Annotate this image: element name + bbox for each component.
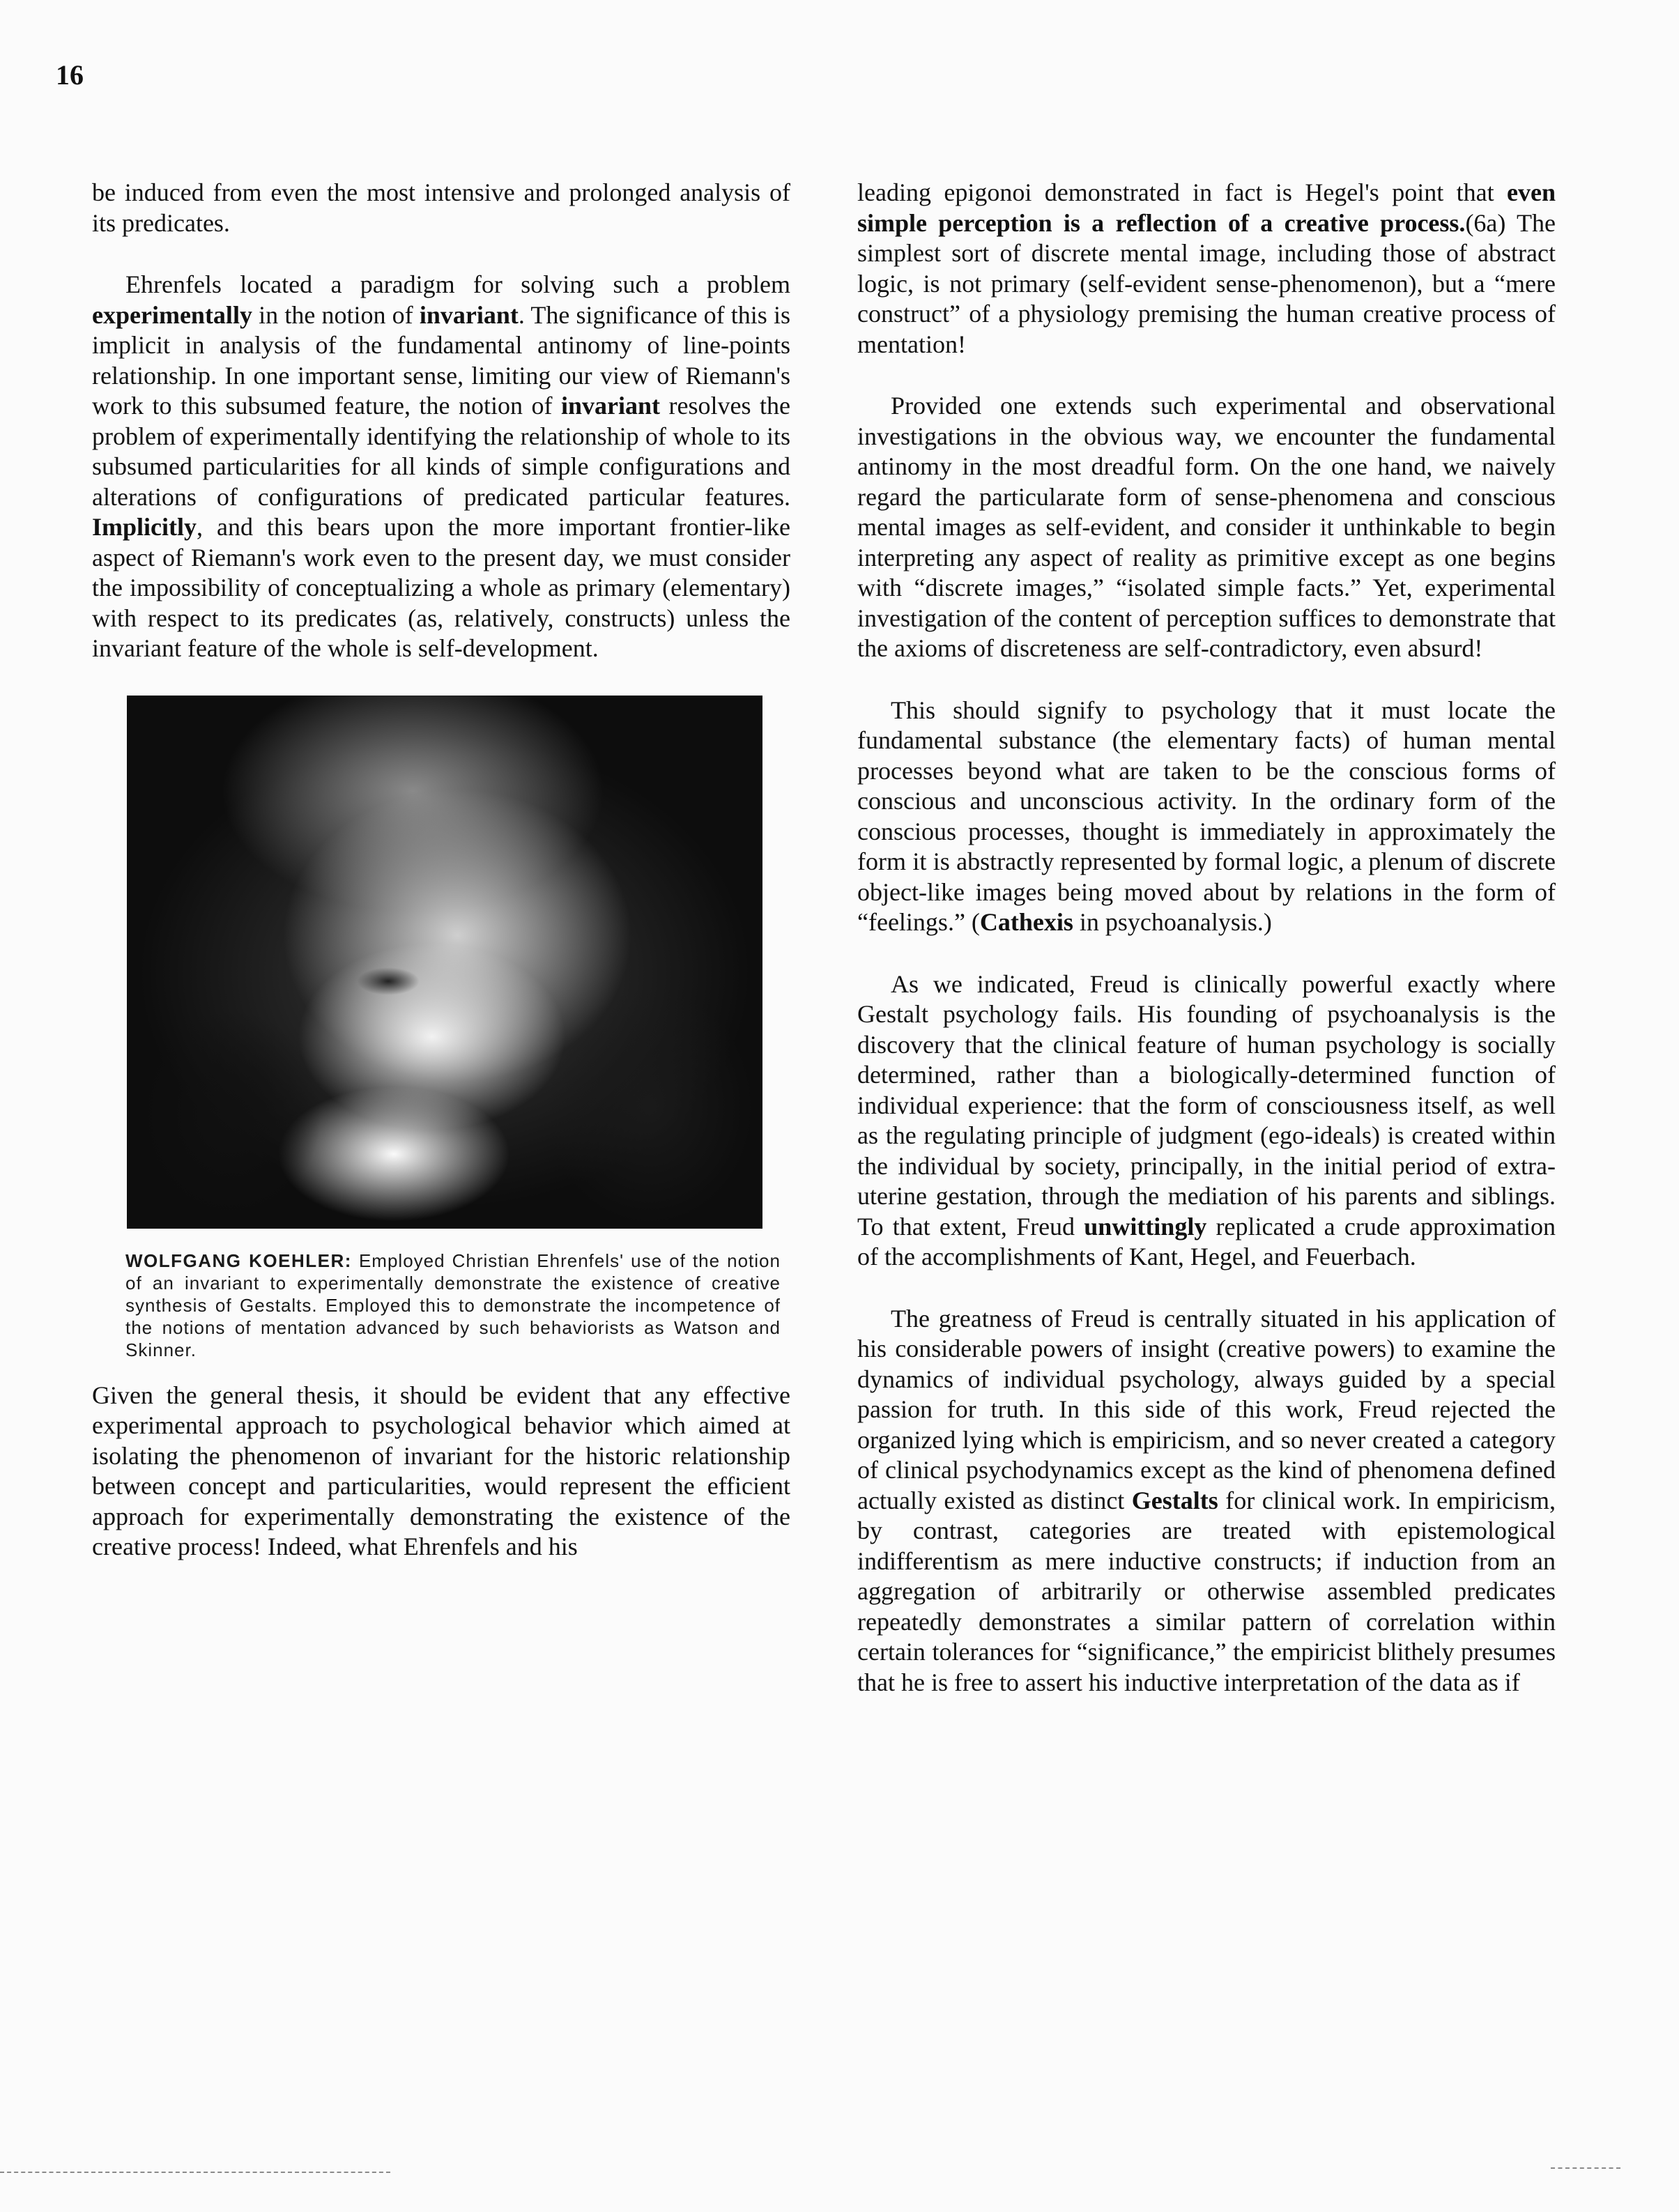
body-paragraph	[92, 270, 790, 664]
bold-text: Cathexis	[979, 908, 1073, 936]
right-column	[857, 178, 1556, 1729]
bold-text: Implicitly	[92, 513, 197, 541]
text-run: in the notion of	[252, 300, 420, 329]
text-run: for clinical work. In empiricism, by contrast, categories are treated with epistemological indifferentism as mere inductive constructs; if induction from an aggregation of arbitrarily or otherwise assembled predicates repeatedly demonstrates a similar pattern of correlation within certain tolerances for “significance,” the empiricist blithely presumes that he is free to assert his inductive interpretation of the data as if	[857, 1486, 1556, 1696]
caption-name: WOLFGANG KOEHLER:	[125, 1250, 352, 1271]
body-paragraph	[92, 1381, 790, 1562]
text-run: The greatness of Freud is centrally situated in his application of his considerable powers of insight (creative powers) to examine the dynamics of individual psychology, always guided by a special passion for truth. In this side of this work, Freud rejected the organized lying which is empiricism, and so never created a category of clinical psychodynamics except as the kind of phenomena defined actually existed as distinct	[857, 1304, 1556, 1514]
bold-text: invariant	[561, 392, 661, 420]
text-run: This should signify to psychology that it must locate the fundamental substance (the elementary facts) of human mental processes beyond what are taken to be the conscious forms of conscious and unconscious activity. In the ordinary form of the conscious processes, thought is immediately in approximately the form it is abstractly represented by formal logic, a plenum of discrete object-like images being moved about by relations in the form of “feelings.” (	[857, 696, 1556, 936]
text-run: Provided one extends such experimental and observational investigations in the obvious way, we encounter the fundamental antinomy in the most dreadful form. On the one hand, we naively regard the particularate form of sense-phenomena and conscious mental images as self-evident, and consider it unthinkable to begin interpreting any aspect of reality as primitive except as one begins with “discrete images,” “isolated simple facts.” Yet, experimental investigation of the content of perception suffices to demonstrate that the axioms of discreteness are self-contradictory, even absurd!	[857, 392, 1556, 662]
body-paragraph	[857, 391, 1556, 664]
body-paragraph	[857, 696, 1556, 938]
right-column-paragraphs	[857, 178, 1556, 1698]
left-column-paragraphs	[92, 178, 790, 664]
text-run: Ehrenfels located a paradigm for solving such a problem	[125, 270, 790, 298]
bold-text: even simple perception is a reflection of a creative process.	[857, 178, 1556, 237]
text-run: (6a) The simplest sort of discrete mental image, including those of abstract logic, is not primary (self-evident sense-phenomenon), but a “mere construct” of a physiology premising the human creative process of mentation!	[857, 208, 1556, 358]
caption-text: Employed Christian Ehrenfels' use of the notion of an invariant to experimentally demonstrate the existence of creative synthesis of Gestalts. Employed this to demonstrate the incompetence of the notions of mentation advanced by such behaviorists as Watson and Skinner.	[125, 1250, 781, 1360]
bold-text: invariant	[419, 300, 519, 329]
left-column	[92, 178, 790, 1594]
body-paragraph	[857, 969, 1556, 1273]
text-run: As we indicated, Freud is clinically powerful exactly where Gestalt psychology fails. His founding of psychoanalysis is the discovery that the clinical feature of human psychology is socially determined, rather than a biologically-determined function of individual experience: that the form of consciousness itself, as well as the regulating principle of judgment (ego-ideals) is created within the individual by society, principally, in the initial period of extra-uterine gestation, through the mediation of his parents and siblings. To that extent, Freud	[857, 969, 1556, 1241]
bold-text: experimentally	[92, 300, 252, 329]
text-run: in psychoanalysis.)	[1073, 908, 1272, 936]
text-run: . The significance of this is implicit in analysis of the fundamental antinomy of line-points relationship. In one important sense, limiting our view of Riemann's work to this subsumed feature, the notion of	[92, 300, 790, 420]
text-run: resolves the problem of experimentally identifying the relationship of whole to its subsumed particularities for all kinds of simple configurations and alterations of configurations of predicated particular features.	[92, 392, 791, 511]
text-run: Given the general thesis, it should be evident that any effective experimental approach to psychological behavior which aimed at isolating the phenomenon of invariant for the historic relationship between concept and particularities, would represent the efficient approach for experimentally demonstrating the existence of the creative process! Indeed, what Ehrenfels and his	[92, 1381, 790, 1560]
bold-text: Gestalts	[1131, 1486, 1218, 1514]
portrait-photo	[127, 696, 762, 1229]
bold-text: unwittingly	[1084, 1212, 1207, 1241]
body-paragraph	[92, 178, 790, 238]
body-paragraph	[857, 1304, 1556, 1698]
page-number: 16	[56, 59, 84, 91]
scan-edge-line-right	[1551, 2167, 1620, 2169]
body-paragraph	[857, 178, 1556, 360]
text-run: leading epigonoi demonstrated in fact is Hegel's point that	[857, 178, 1508, 206]
photo-caption	[125, 1250, 781, 1361]
text-run: , and this bears upon the more important frontier-like aspect of Riemann's work even to the present day, we must consider the impossibility of conceptualizing a whole as primary (elementary) with respect to its predicates (as, relatively, constructs) unless the invariant feature of the whole is self-development.	[92, 513, 790, 662]
left-column-after-photo	[92, 1381, 790, 1562]
text-run: be induced from even the most intensive and prolonged analysis of its predicates.	[92, 178, 790, 237]
text-run: replicated a crude approximation of the accomplishments of Kant, Hegel, and Feuerbach.	[857, 1212, 1556, 1270]
scan-edge-line-left	[0, 2172, 390, 2173]
